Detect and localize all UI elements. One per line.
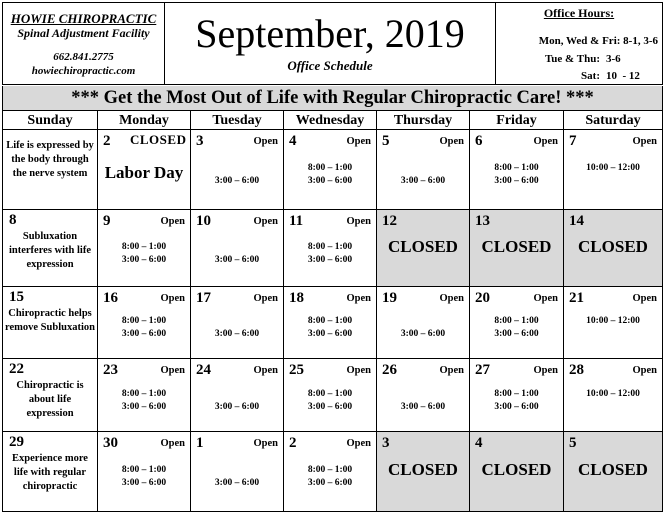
morning-hours: 8:00 – 1:00 bbox=[307, 316, 353, 326]
open-label: Open bbox=[160, 293, 185, 304]
afternoon-hours: 3:00 – 6:00 bbox=[121, 478, 167, 488]
open-label: Open bbox=[439, 293, 464, 304]
day-cell bbox=[284, 432, 377, 512]
afternoon-hours: 3:00 – 6:00 bbox=[214, 176, 260, 186]
afternoon-hours: 3:00 – 6:00 bbox=[214, 478, 260, 488]
holiday-label: Labor Day bbox=[104, 163, 184, 182]
afternoon-hours: 3:00 – 6:00 bbox=[307, 402, 353, 412]
title-box bbox=[165, 2, 496, 85]
day-number: 21 bbox=[569, 290, 584, 306]
facility-tagline: Spinal Adjustment Facility bbox=[17, 26, 150, 40]
day-cell bbox=[98, 130, 191, 210]
open-label: Open bbox=[253, 293, 278, 304]
day-cell bbox=[470, 359, 564, 432]
inspirational-quote: Subluxation interferes with life expression bbox=[8, 231, 92, 270]
inspirational-quote: Chiropractic helps remove Subluxation bbox=[5, 308, 95, 333]
open-label: Open bbox=[533, 365, 558, 376]
office-hours-box bbox=[496, 2, 663, 85]
day-number: 5 bbox=[569, 435, 577, 451]
weekday-header-tuesday: Tuesday bbox=[191, 111, 284, 130]
day-cell bbox=[98, 287, 191, 359]
sunday-quote-cell bbox=[2, 287, 98, 359]
day-cell bbox=[284, 359, 377, 432]
day-cell bbox=[98, 432, 191, 512]
open-label: Open bbox=[632, 365, 657, 376]
afternoon-hours: 3:00 – 6:00 bbox=[307, 478, 353, 488]
day-cell bbox=[564, 210, 663, 287]
day-cell bbox=[564, 130, 663, 210]
inspirational-quote: Life is expressed by the body through the nerve system bbox=[6, 140, 94, 179]
open-label: Open bbox=[346, 438, 371, 449]
day-cell bbox=[470, 432, 564, 512]
morning-hours: 8:00 – 1:00 bbox=[307, 163, 353, 173]
morning-hours: 8:00 – 1:00 bbox=[494, 316, 539, 326]
hours-row bbox=[496, 33, 662, 51]
open-label: Open bbox=[160, 365, 185, 376]
day-number: 30 bbox=[103, 435, 118, 451]
day-cell bbox=[564, 432, 663, 512]
promo-banner: *** Get the Most Out of Life with Regular Chiropractic Care! *** bbox=[2, 86, 663, 111]
day-number: 28 bbox=[569, 362, 584, 378]
day-number: 2 bbox=[289, 435, 297, 451]
day-number: 6 bbox=[475, 133, 483, 149]
day-number: 4 bbox=[289, 133, 297, 149]
open-label: Open bbox=[253, 438, 278, 449]
open-label: Open bbox=[632, 136, 657, 147]
day-number: 29 bbox=[9, 434, 24, 450]
afternoon-hours: 3:00 – 6:00 bbox=[400, 402, 446, 412]
open-label: Open bbox=[346, 136, 371, 147]
open-label: Open bbox=[439, 365, 464, 376]
open-label: Open bbox=[160, 438, 185, 449]
morning-hours: 8:00 – 1:00 bbox=[121, 316, 167, 326]
calendar-header bbox=[2, 2, 663, 86]
open-label: Open bbox=[346, 365, 371, 376]
afternoon-hours: 3:00 – 6:00 bbox=[494, 402, 539, 412]
weekday-header-monday: Monday bbox=[98, 111, 191, 130]
day-number: 5 bbox=[382, 133, 390, 149]
day-cell bbox=[470, 130, 564, 210]
afternoon-hours: 3:00 – 6:00 bbox=[494, 329, 539, 339]
day-number: 26 bbox=[382, 362, 397, 378]
afternoon-hours: 3:00 – 6:00 bbox=[121, 402, 167, 412]
day-cell bbox=[284, 130, 377, 210]
day-number: 17 bbox=[196, 290, 211, 306]
day-cell bbox=[191, 359, 284, 432]
day-cell bbox=[564, 287, 663, 359]
saturday-hours: 10:00 – 12:00 bbox=[586, 163, 640, 173]
day-cell bbox=[191, 130, 284, 210]
day-number: 15 bbox=[9, 289, 24, 305]
weekday-header-thursday: Thursday bbox=[377, 111, 470, 130]
morning-hours: 8:00 – 1:00 bbox=[307, 465, 353, 475]
day-number: 7 bbox=[569, 133, 577, 149]
day-number: 24 bbox=[196, 362, 211, 378]
day-number: 25 bbox=[289, 362, 304, 378]
closed-label: CLOSED bbox=[130, 132, 187, 147]
sunday-quote-cell bbox=[2, 130, 98, 210]
open-label: Open bbox=[253, 365, 278, 376]
afternoon-hours: 3:00 – 6:00 bbox=[307, 329, 353, 339]
day-cell bbox=[98, 359, 191, 432]
hours-row bbox=[496, 51, 662, 68]
open-label: Open bbox=[632, 293, 657, 304]
day-number: 14 bbox=[569, 213, 584, 229]
inspirational-quote: Chiropractic is about life expression bbox=[16, 380, 84, 419]
hours-days: Sat: bbox=[581, 70, 600, 82]
afternoon-hours: 3:00 – 6:00 bbox=[214, 255, 260, 265]
day-number: 9 bbox=[103, 213, 111, 229]
clinic-info bbox=[2, 2, 165, 85]
open-label: Open bbox=[253, 136, 278, 147]
day-number: 16 bbox=[103, 290, 118, 306]
afternoon-hours: 3:00 – 6:00 bbox=[494, 176, 539, 186]
weekday-header-wednesday: Wednesday bbox=[284, 111, 377, 130]
morning-hours: 8:00 – 1:00 bbox=[121, 242, 167, 252]
day-cell bbox=[377, 432, 470, 512]
morning-hours: 8:00 – 1:00 bbox=[494, 389, 539, 399]
sunday-quote-cell bbox=[2, 210, 98, 287]
weekday-header-saturday: Saturday bbox=[564, 111, 663, 130]
morning-hours: 8:00 – 1:00 bbox=[307, 242, 353, 252]
closed-label: CLOSED bbox=[388, 237, 458, 256]
day-number: 23 bbox=[103, 362, 118, 378]
day-cell bbox=[191, 210, 284, 287]
morning-hours: 8:00 – 1:00 bbox=[121, 389, 167, 399]
afternoon-hours: 3:00 – 6:00 bbox=[307, 176, 353, 186]
hours-time: 3-6 bbox=[606, 53, 621, 65]
open-label: Open bbox=[253, 216, 278, 227]
afternoon-hours: 3:00 – 6:00 bbox=[214, 402, 260, 412]
open-label: Open bbox=[346, 216, 371, 227]
morning-hours: 8:00 – 1:00 bbox=[494, 163, 539, 173]
phone-number: 662.841.2775 bbox=[53, 51, 114, 63]
closed-label: CLOSED bbox=[578, 460, 648, 479]
hours-row bbox=[496, 68, 662, 85]
afternoon-hours: 3:00 – 6:00 bbox=[121, 329, 167, 339]
day-number: 3 bbox=[196, 133, 204, 149]
day-number: 13 bbox=[475, 213, 490, 229]
clinic-name: HOWIE CHIROPRACTIC bbox=[10, 11, 157, 26]
day-cell bbox=[284, 287, 377, 359]
day-number: 27 bbox=[475, 362, 490, 378]
afternoon-hours: 3:00 – 6:00 bbox=[214, 329, 260, 339]
afternoon-hours: 3:00 – 6:00 bbox=[400, 176, 446, 186]
day-number: 4 bbox=[475, 435, 483, 451]
sunday-quote-cell bbox=[2, 359, 98, 432]
day-number: 2 bbox=[103, 133, 111, 149]
day-number: 11 bbox=[289, 213, 304, 229]
open-label: Open bbox=[439, 136, 464, 147]
day-cell bbox=[564, 359, 663, 432]
afternoon-hours: 3:00 – 6:00 bbox=[307, 255, 353, 265]
day-cell bbox=[284, 210, 377, 287]
open-label: Open bbox=[533, 293, 558, 304]
hours-time: 8-1, 3-6 bbox=[623, 35, 658, 47]
day-number: 3 bbox=[382, 435, 390, 451]
afternoon-hours: 3:00 – 6:00 bbox=[400, 329, 446, 339]
day-cell bbox=[98, 210, 191, 287]
day-cell bbox=[377, 130, 470, 210]
weekday-header-sunday: Sunday bbox=[2, 111, 98, 130]
day-cell bbox=[191, 432, 284, 512]
day-number: 20 bbox=[475, 290, 490, 306]
day-number: 10 bbox=[196, 213, 211, 229]
day-cell bbox=[377, 359, 470, 432]
closed-label: CLOSED bbox=[481, 237, 552, 256]
calendar-page bbox=[2, 2, 663, 512]
day-cell bbox=[470, 210, 564, 287]
schedule-label: Office Schedule bbox=[287, 58, 373, 73]
day-cell bbox=[377, 210, 470, 287]
month-title: September, 2019 bbox=[195, 11, 465, 56]
office-hours-title: Office Hours: bbox=[543, 6, 615, 20]
hours-days: Mon, Wed & Fri: bbox=[538, 35, 621, 47]
open-label: Open bbox=[533, 136, 558, 147]
day-cell bbox=[377, 287, 470, 359]
closed-label: CLOSED bbox=[388, 460, 458, 479]
website-url: howiechiropractic.com bbox=[31, 65, 136, 77]
sunday-quote-cell bbox=[2, 432, 98, 512]
saturday-hours: 10:00 – 12:00 bbox=[586, 389, 640, 399]
saturday-hours: 10:00 – 12:00 bbox=[586, 316, 640, 326]
day-cell bbox=[191, 287, 284, 359]
open-label: Open bbox=[346, 293, 371, 304]
hours-days: Tue & Thu: bbox=[544, 53, 600, 65]
inspirational-quote: Experience more life with regular chiropractic bbox=[12, 453, 88, 492]
afternoon-hours: 3:00 – 6:00 bbox=[121, 255, 167, 265]
weekday-header-friday: Friday bbox=[470, 111, 564, 130]
day-number: 19 bbox=[382, 290, 397, 306]
morning-hours: 8:00 – 1:00 bbox=[307, 389, 353, 399]
closed-label: CLOSED bbox=[481, 460, 552, 479]
day-number: 22 bbox=[9, 361, 24, 377]
day-number: 1 bbox=[196, 435, 204, 451]
open-label: Open bbox=[160, 216, 185, 227]
day-cell bbox=[470, 287, 564, 359]
day-number: 8 bbox=[9, 212, 17, 228]
day-number: 12 bbox=[382, 213, 397, 229]
morning-hours: 8:00 – 1:00 bbox=[121, 465, 167, 475]
hours-time: 10 - 12 bbox=[606, 70, 640, 82]
closed-label: CLOSED bbox=[578, 237, 648, 256]
day-number: 18 bbox=[289, 290, 304, 306]
